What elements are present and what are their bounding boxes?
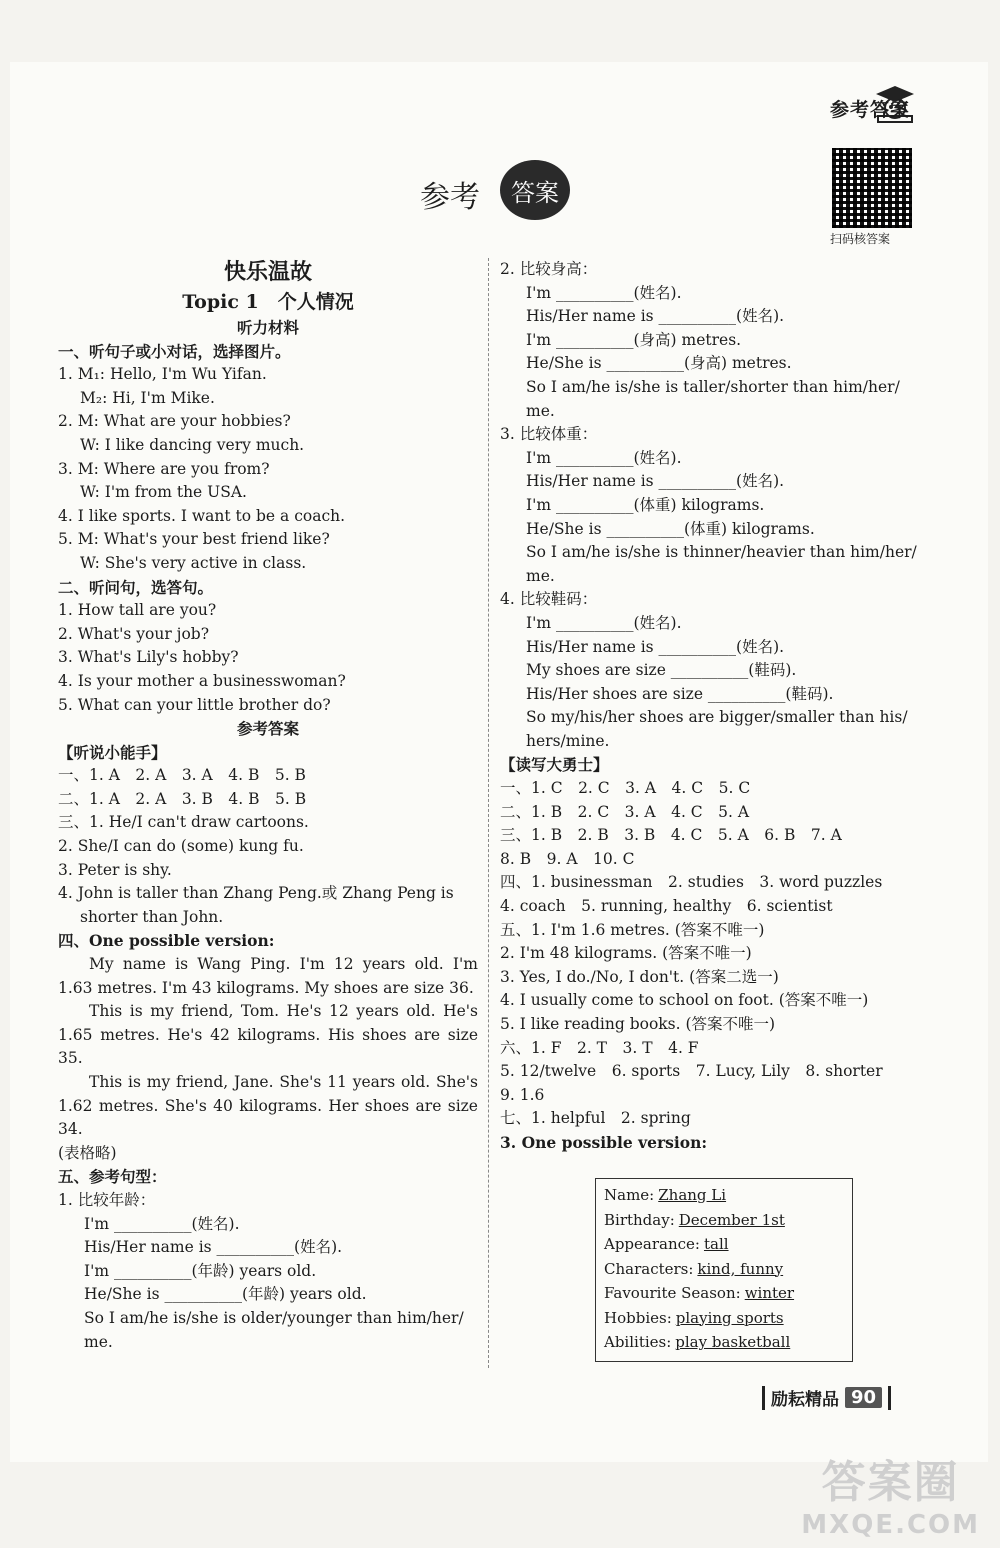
page-title-part-b: 答案 <box>500 160 570 220</box>
header-section-title: 参考答案 <box>829 99 910 121</box>
text-line: So I am/he is/she is older/younger than him/her/ me. <box>84 1308 464 1351</box>
text-line: shorter than John. <box>80 907 224 926</box>
text-line: His/Her name is __________(姓名). <box>526 307 785 326</box>
watermark-line-2: MXQE.COM <box>801 1510 980 1540</box>
text-line: He/She is __________(身高) metres. <box>526 354 792 373</box>
profile-row <box>604 1208 844 1233</box>
text-line: He/She is __________(年龄) years old. <box>84 1285 367 1304</box>
text-line: This is my friend, Tom. He's 12 years old. He's 1.65 metres. He's 42 kilograms. His shoes are size 35. <box>58 1002 478 1068</box>
text-line: 2. 比较身高： <box>500 260 598 278</box>
page-number: 90 <box>845 1387 882 1408</box>
text-line: 5. I like reading books. (答案不唯一) <box>500 1015 776 1033</box>
text-line: I'm __________(身高) metres. <box>526 330 742 349</box>
profile-field-value: playing sports <box>675 1308 784 1327</box>
profile-card <box>595 1178 853 1362</box>
text-line: 二、1. B 2. C 3. A 4. C 5. A <box>500 802 750 821</box>
text-line: 二、听问句，选答句。 <box>58 577 214 597</box>
text-line: So I am/he is/she is thinner/heavier than him/her/ me. <box>526 543 917 585</box>
text-line: 5. 12/twelve 6. sports 7. Lucy, Lily 8. shorter <box>500 1062 883 1081</box>
text-line: 四、One possible version: <box>58 931 275 951</box>
text-line: W: She's very active in class. <box>80 553 307 572</box>
text-line: 3. M: Where are you from? <box>58 459 270 478</box>
profile-field-value: winter <box>744 1284 795 1302</box>
profile-field-label: Characters: <box>604 1259 694 1278</box>
text-line: Topic 1 个人情况 <box>182 291 354 313</box>
text-line: 4. Is your mother a businesswoman? <box>58 671 346 690</box>
footer-bar <box>888 1386 891 1410</box>
watermark-line-1: 答案圈 <box>821 1457 960 1508</box>
text-line: 2. M: What are your hobbies? <box>58 412 291 431</box>
text-line: 1. 比较年龄： <box>58 1190 156 1209</box>
text-line: 一、1. C 2. C 3. A 4. C 5. C <box>500 779 751 798</box>
watermark-logo <box>801 1446 980 1540</box>
text-line: His/Her name is __________(姓名). <box>526 637 785 656</box>
text-line: 3. One possible version: <box>500 1132 708 1152</box>
text-line: 3. Yes, I do./No, I don't. (答案二选一) <box>500 967 779 986</box>
text-line: 五、参考句型： <box>58 1167 167 1187</box>
text-line: (表格略) <box>58 1143 117 1162</box>
profile-row <box>604 1232 844 1257</box>
text-line: 四、1. businessman 2. studies 3. word puzzles <box>500 873 883 892</box>
qr-code-icon[interactable] <box>832 148 912 228</box>
text-line: M₂: Hi, I'm Mike. <box>80 388 215 407</box>
text-line: 2. She/I can do (some) kung fu. <box>58 837 304 856</box>
text-line: 一、听句子或小对话，选择图片。 <box>58 341 291 361</box>
profile-field-label: Appearance: <box>604 1235 700 1253</box>
text-line: So my/his/her shoes are bigger/smaller than his/ hers/mine. <box>526 708 908 750</box>
column-divider <box>488 258 489 1368</box>
text-line: 六、1. F 2. T 3. T 4. F <box>500 1038 699 1057</box>
text-line: 1. M₁: Hello, I'm Wu Yifan. <box>58 365 267 384</box>
footer-brand-name: 励耘精品 <box>771 1390 839 1410</box>
text-line: I'm __________(体重) kilograms. <box>526 495 765 514</box>
text-line: 5. M: What's your best friend like? <box>58 530 330 549</box>
text-line: W: I like dancing very much. <box>80 435 305 454</box>
page-title-part-a: 参考 <box>420 180 480 215</box>
text-line: I'm __________(年龄) years old. <box>84 1261 317 1280</box>
text-line: 5. What can your little brother do? <box>58 695 331 714</box>
text-line: His/Her shoes are size __________(鞋码). <box>526 684 834 703</box>
text-line: I'm __________(姓名). <box>526 283 682 302</box>
text-line: 三、1. B 2. B 3. B 4. C 5. A 6. B 7. A <box>500 826 842 845</box>
footer-bar <box>762 1386 765 1410</box>
text-line: W: I'm from the USA. <box>80 483 247 502</box>
profile-row <box>604 1330 844 1355</box>
text-line: 8. B 9. A 10. C <box>500 849 635 868</box>
text-line: 三、1. He/I can't draw cartoons. <box>58 813 309 832</box>
profile-field-label: Abilities: <box>604 1333 672 1351</box>
text-line: 4. John is taller than Zhang Peng.或 Zhang Peng is <box>58 884 454 903</box>
text-line: 【听说小能手】 <box>58 742 167 762</box>
text-line: 4. I like sports. I want to be a coach. <box>58 506 346 525</box>
text-line: 3. 比较体重： <box>500 425 598 444</box>
text-line: 4. coach 5. running, healthy 6. scientist <box>500 897 833 916</box>
text-line: I'm __________(姓名). <box>526 448 682 467</box>
text-line: 七、1. helpful 2. spring <box>500 1109 691 1128</box>
page-title <box>410 150 590 220</box>
text-line: 1. How tall are you? <box>58 601 217 620</box>
profile-field-label: Birthday: <box>604 1210 675 1229</box>
text-line: 一、1. A 2. A 3. A 4. B 5. B <box>58 766 306 785</box>
profile-row <box>604 1281 844 1306</box>
text-line: This is my friend, Jane. She's 11 years old. She's 1.62 metres. She's 40 kilograms. Her shoes are size 34. <box>58 1073 478 1139</box>
text-line: 2. I'm 48 kilograms. (答案不唯一) <box>500 944 752 963</box>
text-line: 快乐温故 <box>223 260 312 285</box>
profile-field-value: Zhang Li <box>658 1186 727 1204</box>
text-line: I'm __________(姓名). <box>84 1214 240 1233</box>
text-line: My shoes are size __________(鞋码). <box>526 661 797 680</box>
text-line: 五、1. I'm 1.6 metres. (答案不唯一) <box>500 920 765 939</box>
text-line: 参考答案 <box>236 719 299 739</box>
text-line: His/Her name is __________(姓名). <box>526 472 785 491</box>
left-column <box>58 258 478 1354</box>
text-line: 2. What's your job? <box>58 624 210 643</box>
profile-field-value: tall <box>703 1235 729 1253</box>
text-line: 3. What's Lily's hobby? <box>58 648 239 667</box>
profile-field-value: December 1st <box>678 1210 785 1229</box>
text-line: 二、1. A 2. A 3. B 4. B 5. B <box>58 789 307 808</box>
text-line: 【读写大勇士】 <box>500 755 609 775</box>
qr-label: 扫码核答案 <box>830 232 891 246</box>
profile-row <box>604 1257 844 1282</box>
text-line: I'm __________(姓名). <box>526 613 682 632</box>
text-line: He/She is __________(体重) kilograms. <box>526 519 815 538</box>
profile-field-value: kind, funny <box>697 1259 784 1278</box>
profile-field-label: Name: <box>604 1186 655 1204</box>
profile-row <box>604 1183 844 1208</box>
text-line: So I am/he is/she is taller/shorter than him/her/ me. <box>526 377 900 420</box>
text-line: 4. I usually come to school on foot. (答案不唯一) <box>500 991 869 1010</box>
profile-field-label: Favourite Season: <box>604 1284 741 1302</box>
profile-field-label: Hobbies: <box>604 1308 672 1327</box>
profile-field-value: play basketball <box>675 1333 791 1351</box>
text-line: His/Her name is __________(姓名). <box>84 1238 343 1257</box>
footer-brand <box>762 1385 891 1410</box>
text-line: 9. 1.6 <box>500 1085 545 1104</box>
right-column <box>500 258 920 1155</box>
profile-row <box>604 1306 844 1331</box>
text-line: 听力材料 <box>236 318 299 337</box>
text-line: 4. 比较鞋码： <box>500 590 598 609</box>
text-line: 3. Peter is shy. <box>58 860 172 879</box>
text-line: My name is Wang Ping. I'm 12 years old. I'm 1.63 metres. I'm 43 kilograms. My shoes are size 36. <box>58 955 478 997</box>
